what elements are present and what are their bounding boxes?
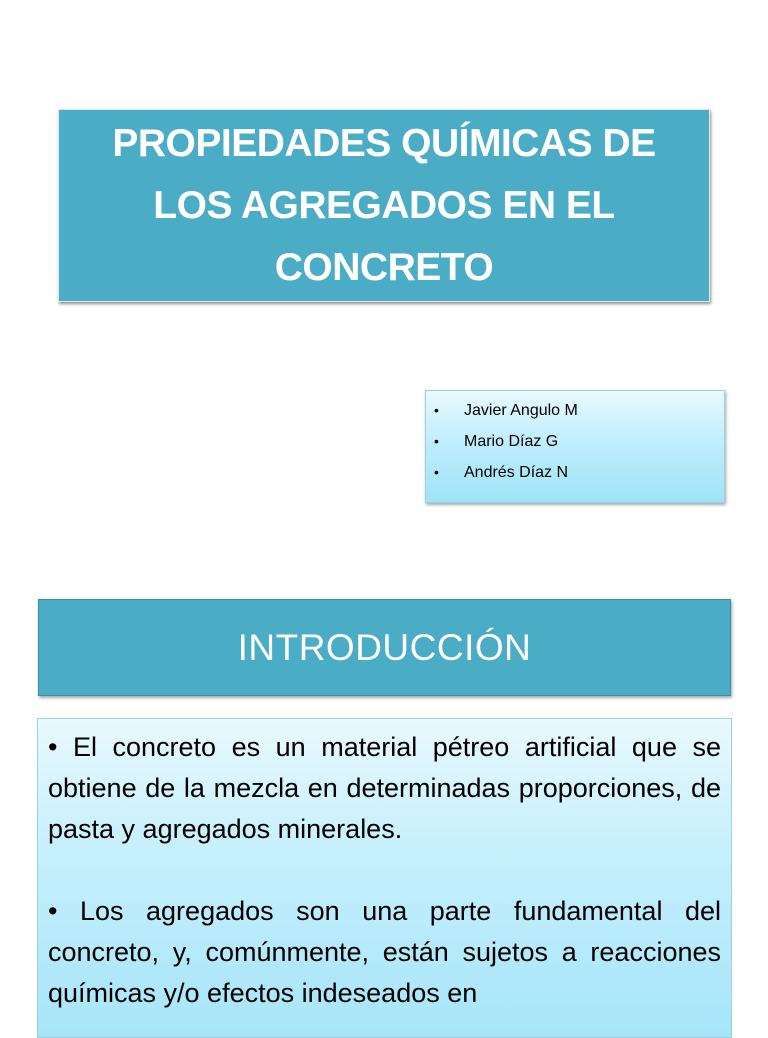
author-name: Mario Díaz G <box>464 433 559 450</box>
author-name: Andrés Díaz N <box>464 464 569 481</box>
author-name: Javier Angulo M <box>464 402 578 419</box>
intro-heading-box <box>38 599 731 696</box>
intro-content-box <box>37 718 732 1038</box>
intro-heading: INTRODUCCIÓN <box>237 626 532 668</box>
slide-title: PROPIEDADES QUÍMICAS DE LOS AGREGADOS EN EL CONCRETO <box>112 121 656 289</box>
bullet-icon: • <box>434 464 439 480</box>
bullet-icon: • <box>434 402 439 418</box>
author-item <box>434 395 724 426</box>
title-box <box>58 109 710 302</box>
bullet-icon: • <box>434 433 439 449</box>
authors-box <box>425 390 725 503</box>
authors-list <box>434 395 724 488</box>
intro-paragraph-2: • Los agregados son una parte fundamental del concreto, y, comúnmente, están sujetos a reacciones químicas y/o efectos indeseados en <box>48 896 721 1008</box>
author-item <box>434 457 724 488</box>
intro-paragraph-1: • El concreto es un material pétreo artificial que se obtiene de la mezcla en determinadas proporciones, de pasta y agregados minerales. <box>48 732 721 844</box>
author-item <box>434 426 724 457</box>
